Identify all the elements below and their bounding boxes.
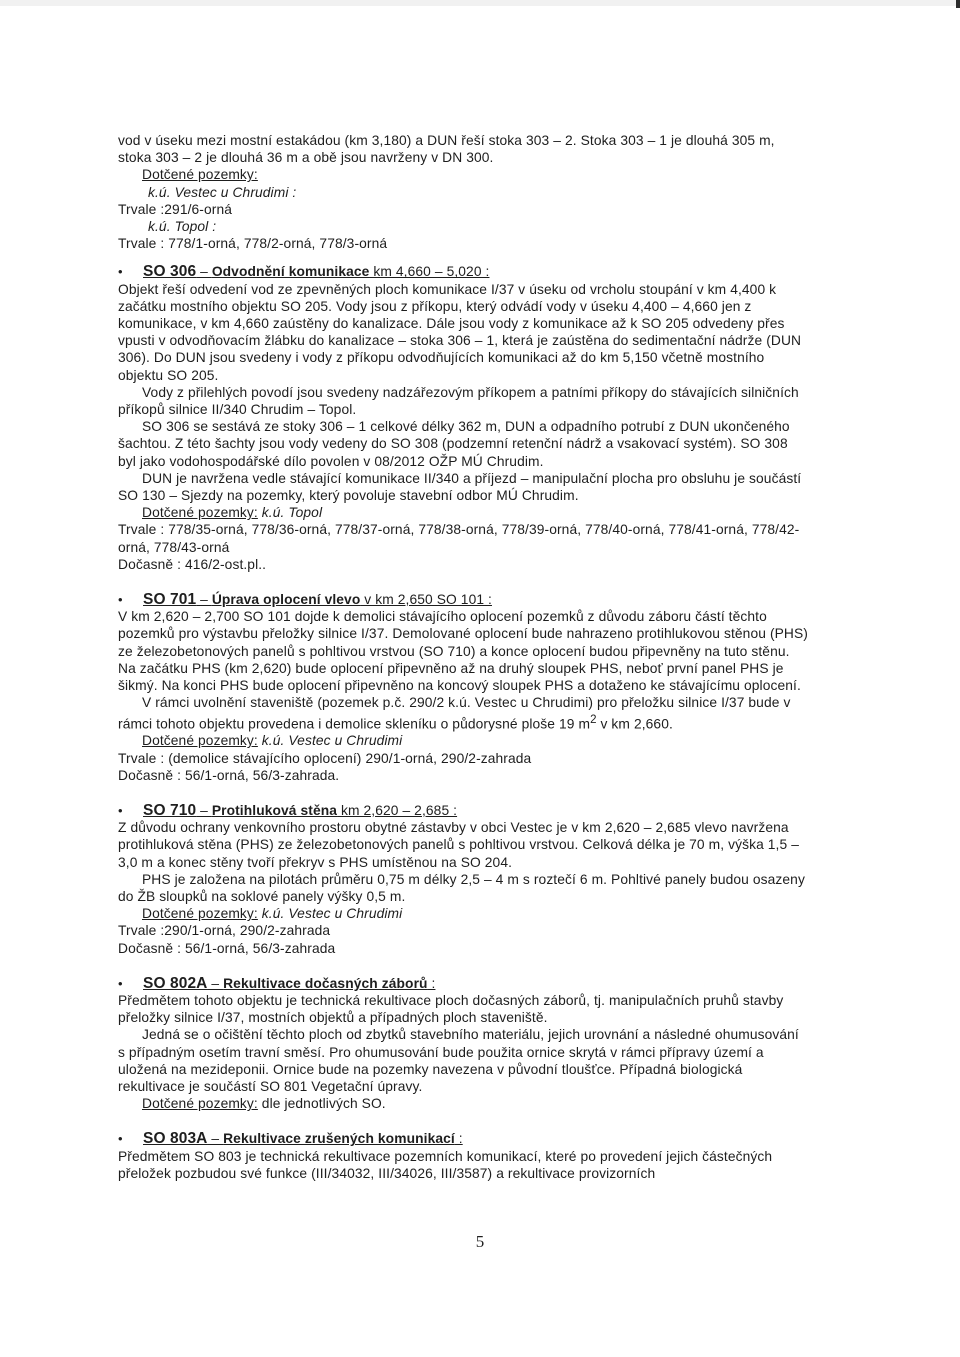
- cadastral-area: k.ú. Vestec u Chrudimi: [257, 906, 403, 922]
- permanent-parcels-vestec: Trvale :291/6-orná: [118, 201, 233, 217]
- section-heading-so710: • SO 710 – Protihluková stěna km 2,620 – 2,685 :: [118, 801, 458, 819]
- bullet-icon: •: [118, 592, 123, 608]
- superscript: 2: [590, 713, 597, 726]
- paragraph: Vody z přilehlých povodí jsou svedeny nadzářezovým příkopem a patními příkopy do stávajících silničních příkopů silnice II/340 Chrudim – Topol.: [118, 384, 799, 418]
- affected-parcels-label: Dotčené pozemky:: [142, 505, 258, 521]
- section-heading-so306: • SO 306 – Odvodnění komunikace km 4,660 – 5,020 :: [118, 263, 490, 281]
- paragraph: Předmětem SO 803 je technická rekultivace pozemních komunikací, které po provedení jejich částečných přeložek pozbudou své funkce (III/34032, III/34026, III/3587) a rekultivace provizorních: [118, 1148, 773, 1181]
- object-title: Rekultivace dočasných záborů: [223, 975, 428, 991]
- affected-parcels-label: Dotčené pozemky:: [142, 1096, 258, 1112]
- object-range: km 4,660 – 5,020 :: [369, 264, 490, 280]
- temporary-parcels: Dočasně : 56/1-orná, 56/3-zahrada: [118, 940, 336, 956]
- object-title: Protihluková stěna: [211, 802, 338, 818]
- object-range: v km 2,650 SO 101 :: [360, 592, 492, 608]
- paragraph: SO 306 se sestává ze stoky 306 – 1 celkové délky 362 m, DUN a odpadního potrubí z DUN ukončeného šachtou. Z této šachty jsou vody vedeny do SO 308 (podzemní retenční nádrž a vsakovací systém). SO 308 byl jako vodohospodářské dílo povolen v 08/2012 OŽP MÚ Chrudim.: [118, 419, 790, 469]
- paragraph: Jedná se o očištění těchto ploch od zbytků stavebního materiálu, jejich urovnání a následné ohumusování s případným osetím travní směsí. Pro ohumusování bude použita ornice skrytá v rámci přípravy území a uložená na mezideponii. Ornice bude na pozemky navezena v původní tloušťce. Případná biologická rekultivace je součástí SO 801 Vegetační úpravy.: [118, 1027, 799, 1094]
- permanent-parcels: Trvale : (demolice stávajícího oplocení) 290/1-orná, 290/2-zahrada: [118, 750, 532, 766]
- scan-top-edge: [0, 0, 960, 6]
- object-title: Rekultivace zrušených komunikací: [223, 1131, 455, 1147]
- object-code: SO 701: [143, 591, 197, 609]
- section-heading-so701: • SO 701 – Úprava oplocení vlevo v km 2,650 SO 101 :: [118, 591, 492, 609]
- affected-parcels-label: Dotčené pozemky:: [142, 733, 258, 749]
- object-range: km 2,620 – 2,685 :: [337, 802, 458, 818]
- paragraph: DUN je navržena vedle stávající komunikace II/340 a příjezd – manipulační plocha pro obsluhu je součástí SO 130 – Sjezdy na pozemky, který povoluje stavební odbor MÚ Chrudim.: [118, 470, 802, 504]
- object-code: SO 803A: [143, 1130, 208, 1148]
- paragraph: Předmětem tohoto objektu je technická rekultivace ploch dočasných záborů, tj. manipulačních pruhů stavby přeložky silnice I/37, mostních objektů a případných ploch staveniště.: [118, 992, 784, 1026]
- page-number: 5: [475, 1232, 485, 1251]
- paragraph: Z důvodu ochrany venkovního prostoru obytné zástavby v obci Vestec je v km 2,620 – 2,685 vlevo navržena protihluková stěna (PHS) ze železobetonových panelů s pohltivou vrstvou. Celková délka je 70 m, výška 1,5 – 3,0 m a konec stěny tvoří překryv s PHS umístěnou na SO 204.: [118, 820, 799, 870]
- paragraph: PHS je založena na pilotách průměru 0,75 m délky 2,5 – 4 m s roztečí 6 m. Pohltivé panely budou osazeny do ŽB sloupků na soklové panely výšky 0,5 m.: [118, 871, 805, 904]
- cadastral-area-vestec: k.ú. Vestec u Chrudimi :: [148, 184, 297, 200]
- affected-parcels-line: [118, 905, 808, 922]
- intro-paragraph: vod v úseku mezi mostní estakádou (km 3,180) a DUN řeší stoka 303 – 2. Stoka 303 – 1 je dlouhá 305 m, stoka 303 – 2 je dlouhá 36 m a obě jsou navrženy v DN 300.: [118, 133, 775, 166]
- object-code: SO 306: [143, 263, 197, 281]
- paragraph: V km 2,620 – 2,700 SO 101 dojde k demolici stávajícího oplocení pozemků z důvodu záboru částí těchto pozemků pro výstavbu přeložky silnice I/37. Demolované oplocení bude nahrazeno protihlukovou stěnou (PHS) ze železobetonových panelů s pohltivou vrstvou (SO 710) a konce oplocení budou připevněny na tuto stěnu. Na začátku PHS (km 2,620) bude oplocení připevněno až na druhý sloupek PHS, neboť první panel PHS je šikmý. Na konci PHS bude oplocení připevněno na koncový sloupek PHS a dotaženo ke stávajícímu oplocení.: [118, 609, 808, 694]
- section-heading-so803a: • SO 803A – Rekultivace zrušených komunikací :: [118, 1130, 463, 1148]
- bullet-icon: •: [118, 264, 123, 280]
- affected-parcels-label: Dotčené pozemky:: [142, 906, 258, 922]
- affected-parcels-label: Dotčené pozemky:: [142, 167, 258, 183]
- object-code: SO 802A: [143, 974, 208, 992]
- permanent-parcels: Trvale : 778/35-orná, 778/36-orná, 778/37-orná, 778/38-orná, 778/39-orná, 778/40-orná, 778/41-orná, 778/42-orná, 778/43-orná: [118, 522, 800, 555]
- affected-parcels-value: dle jednotlivých SO.: [257, 1096, 386, 1112]
- bullet-icon: •: [118, 1131, 123, 1147]
- document-page: [118, 132, 808, 1182]
- paragraph: Objekt řeší odvedení vod ze zpevněných ploch komunikace I/37 v úseku od vrcholu stoupání v km 4,400 k začátku mostního objektu SO 205. Vody jsou z příkopu, který odvádí vody v úseku 4,400 – 4,660 jen z komunikace, v km 4,660 zaústěny do kanalizace. Dále jsou vody z komunikace až k SO 205 odvedeny přes vpusti v odvodňovacím žlábku do kanalizace – stoka 306 – 1, která je zaústěna do sedimentační nádrže (DUN 306). Do DUN jsou svedeny i vody z příkopu odvodňujících komunikaci až do km 5,150 včetně mostního objektu SO 205.: [118, 281, 802, 383]
- bullet-icon: •: [118, 975, 123, 991]
- cadastral-area: k.ú. Vestec u Chrudimi: [257, 733, 403, 749]
- cadastral-area-topol: k.ú. Topol :: [148, 219, 217, 235]
- object-code: SO 710: [143, 801, 197, 819]
- affected-parcels-line: [118, 732, 808, 749]
- temporary-parcels: Dočasně : 56/1-orná, 56/3-zahrada.: [118, 767, 340, 783]
- object-title: Odvodnění komunikace: [211, 264, 370, 280]
- cadastral-area: k.ú. Topol: [257, 505, 323, 521]
- paragraph: V rámci uvolnění staveniště (pozemek p.č. 290/2 k.ú. Vestec u Chrudimi) pro přeložku silnice I/37 bude v rámci tohoto objektu provedena i demolice skleníku o půdorysné ploše 19 $m^2$ v km 2,660.: [118, 695, 791, 732]
- object-range: :: [427, 975, 436, 991]
- bullet-icon: •: [118, 802, 123, 818]
- permanent-parcels-topol: Trvale : 778/1-orná, 778/2-orná, 778/3-orná: [118, 236, 388, 252]
- affected-parcels-line: [118, 504, 808, 521]
- scan-corner-mark: [956, 0, 960, 8]
- section-heading-so802a: • SO 802A – Rekultivace dočasných záborů :: [118, 974, 436, 992]
- object-title: Úprava oplocení vlevo: [211, 592, 361, 608]
- permanent-parcels: Trvale :290/1-orná, 290/2-zahrada: [118, 923, 331, 939]
- object-range: :: [454, 1131, 463, 1147]
- temporary-parcels: Dočasně : 416/2-ost.pl..: [118, 556, 267, 572]
- affected-parcels-line: [118, 1095, 808, 1112]
